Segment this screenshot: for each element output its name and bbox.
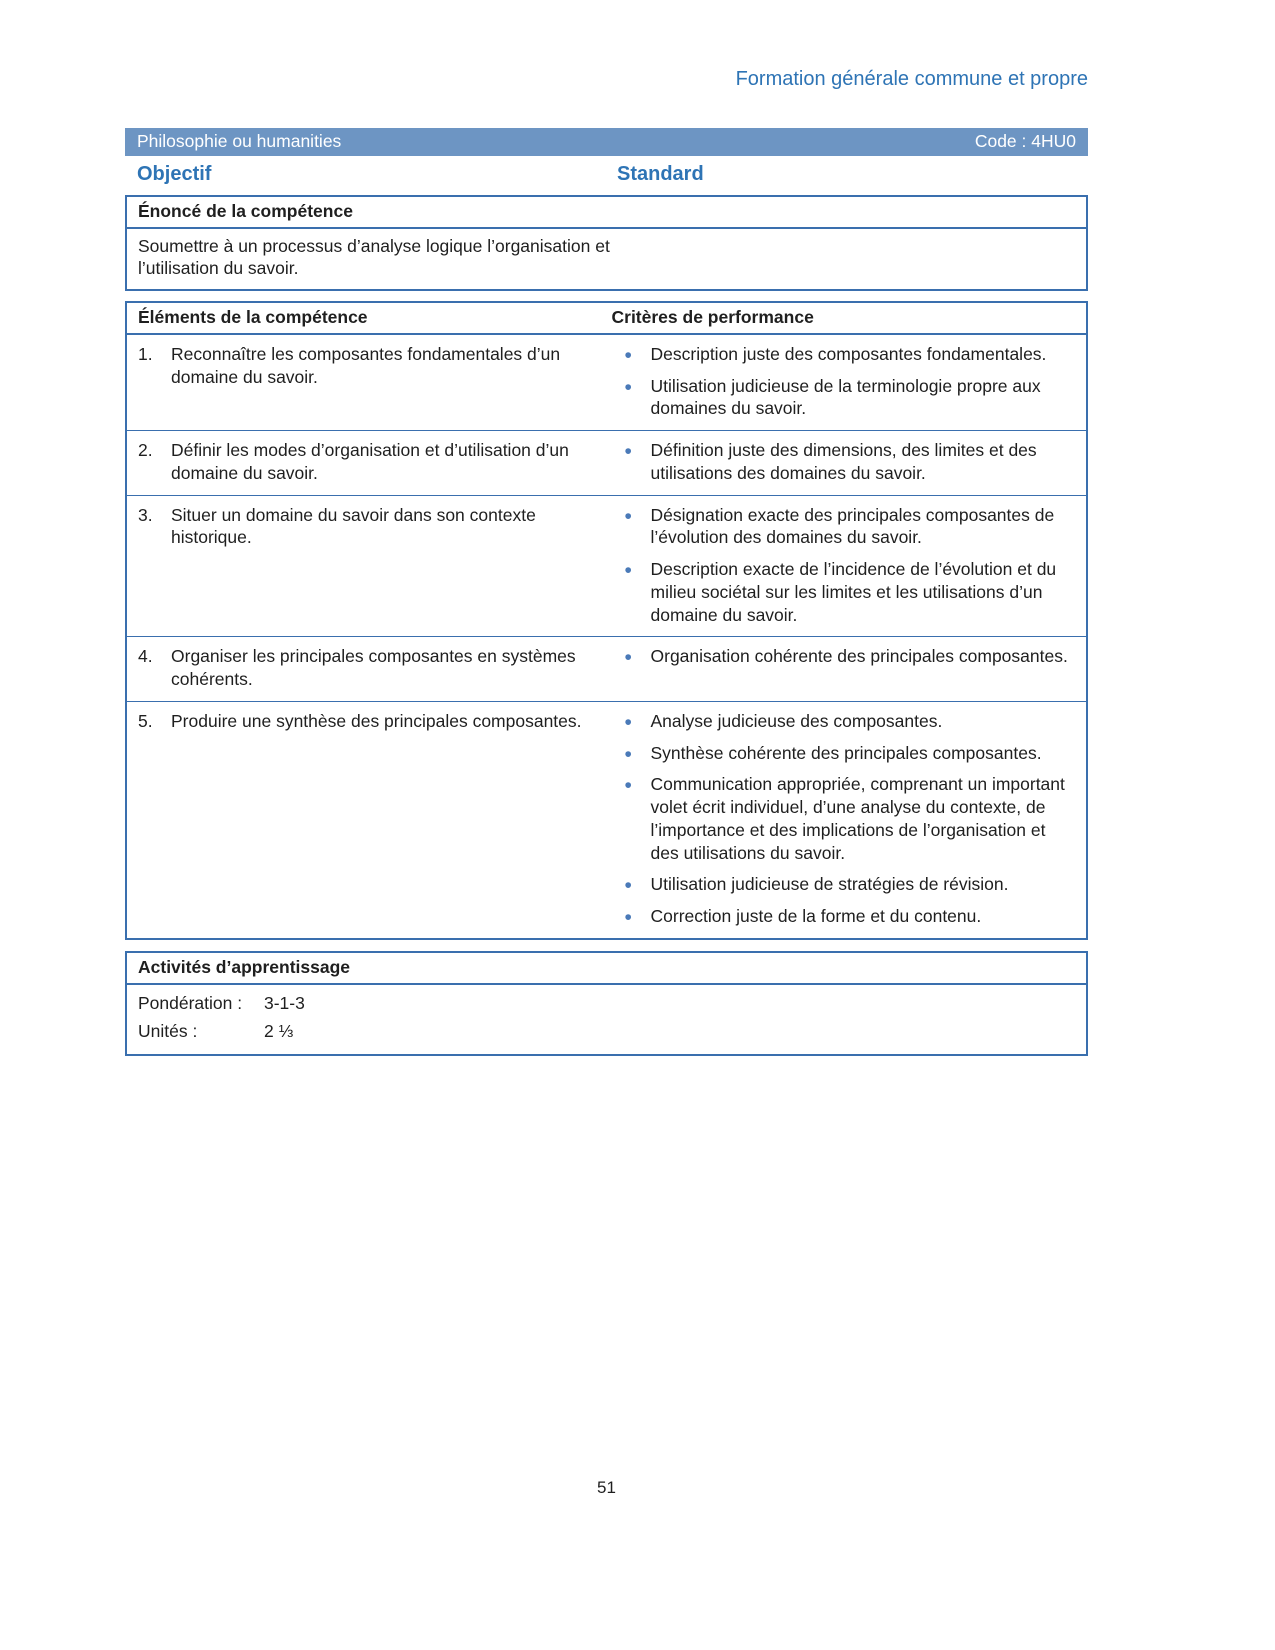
criteres-column-header: Critères de performance: [607, 302, 1088, 334]
criterion: • Description juste des composantes fondamentales.: [618, 343, 1076, 366]
criterion: • Organisation cohérente des principales composantes.: [618, 645, 1076, 668]
unites-value: 2 ⅓: [264, 1021, 294, 1042]
table-row: [126, 701, 1087, 939]
criterion: • Synthèse cohérente des principales composantes.: [618, 742, 1076, 765]
element-number: 5.: [138, 710, 153, 731]
element-text: Produire une synthèse des principales composantes.: [171, 710, 582, 731]
page-content: [125, 0, 1088, 1056]
element-text: Définir les modes d’organisation et d’utilisation d’un domaine du savoir.: [171, 440, 569, 483]
criteria-list-5: [618, 710, 1076, 928]
element-4: [138, 645, 596, 691]
element-number: 4.: [138, 646, 153, 667]
objective-standard-row: [125, 163, 1088, 186]
enonce-title: Énoncé de la compétence: [127, 197, 1086, 229]
objectif-heading: Objectif: [137, 163, 212, 185]
activites-box: [125, 951, 1088, 1056]
competence-table: [125, 301, 1088, 940]
criterion: • Analyse judicieuse des composantes.: [618, 710, 1076, 733]
criterion: • Utilisation judicieuse de la terminologie propre aux domaines du savoir.: [618, 375, 1076, 421]
criterion: • Communication appropriée, comprenant un important volet écrit individuel, d’une analyse du contexte, de l’importance et des implications de l’organisation et des utilisations du savoir.: [618, 773, 1076, 864]
table-row: [126, 334, 1087, 431]
criterion: • Utilisation judicieuse de stratégies de révision.: [618, 873, 1076, 896]
criterion: • Définition juste des dimensions, des limites et des utilisations des domaines du savoir.: [618, 439, 1076, 485]
enonce-text: Soumettre à un processus d’analyse logique l’organisation et l’utilisation du savoir.: [138, 236, 610, 279]
element-text: Reconnaître les composantes fondamentales d’un domaine du savoir.: [171, 343, 561, 387]
table-header-row: [126, 302, 1087, 334]
criteria-list-4: [618, 645, 1076, 668]
unites-line: [127, 1017, 1086, 1054]
ponderation-label: Pondération :: [138, 992, 243, 1013]
element-text: Situer un domaine du savoir dans son contexte historique.: [171, 504, 536, 548]
element-5: [138, 710, 596, 733]
criteria-list-1: [618, 343, 1076, 420]
elements-column-header: Éléments de la compétence: [126, 302, 607, 334]
activites-title: Activités d’apprentissage: [127, 953, 1086, 985]
element-number: 3.: [138, 504, 153, 525]
course-banner: [125, 128, 1088, 156]
criterion: • Désignation exacte des principales composantes de l’évolution des domaines du savoir.: [618, 504, 1076, 550]
element-1: [138, 343, 596, 389]
criterion: • Correction juste de la forme et du contenu.: [618, 905, 1076, 928]
standard-heading: Standard: [617, 163, 704, 185]
element-3: [138, 504, 596, 550]
criterion: • Description exacte de l’incidence de l’évolution et du milieu sociétal sur les limites et les utilisations d’un domaine du savoir.: [618, 558, 1076, 626]
element-text: Organiser les principales composantes en systèmes cohérents.: [171, 646, 576, 690]
element-2: [138, 439, 596, 485]
page-number: 51: [597, 1478, 616, 1497]
enonce-body: [127, 229, 1086, 289]
course-title: Philosophie ou humanities: [137, 131, 342, 151]
table-row: [126, 637, 1087, 702]
table-row: [126, 495, 1087, 637]
ponderation-value: 3-1-3: [264, 992, 305, 1013]
document-section-header: Formation générale commune et propre: [735, 68, 1088, 90]
criteria-list-2: [618, 439, 1076, 485]
course-code: Code : 4HU0: [974, 131, 1076, 151]
ponderation-line: [127, 985, 1086, 1018]
element-number: 2.: [138, 440, 153, 461]
criteria-list-3: [618, 504, 1076, 627]
unites-label: Unités :: [138, 1021, 198, 1042]
table-row: [126, 431, 1087, 496]
element-number: 1.: [138, 343, 153, 364]
enonce-box: [125, 195, 1088, 291]
